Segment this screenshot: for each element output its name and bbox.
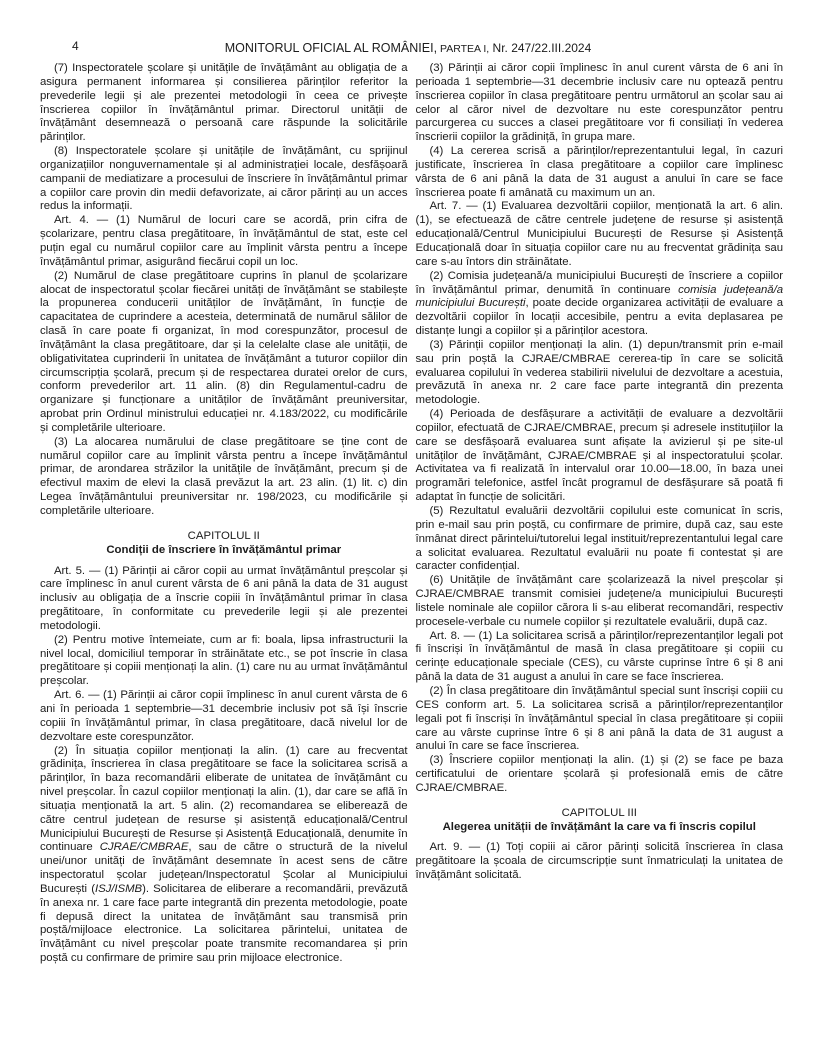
paragraph (40, 214, 408, 269)
chapter-heading: CAPITOLUL III (561, 806, 637, 819)
text-segment: (3) Părinții ai căror copii împlinesc în anul curent vârsta de 6 ani în perioada 1 septembrie—31 decembrie inclusiv care nu optează pentru înscrierea copiilor în clasa pregătitoare pentru următorul an școlar sau ai celor al căror nivel de dezvoltare nu este corespunzător pentru parcurgerea cu succes a clasei pregătitoare vor fi consiliați în vederea înscrierii copiilor la grădiniță, în grupa mare. (415, 62, 783, 144)
paragraph (416, 408, 784, 505)
text-segment: Art. 6. — (1) Părinții ai căror copii împlinesc în anul curent vârsta de 6 ani în perioada 1 septembrie—31 decembrie inclusiv pot să își înscrie copiii în învățământul primar, în clasa pregătitoare, dacă nivelul lor de dezvoltare este corespunzător. (40, 689, 408, 743)
text-segment: (2) În situația copiilor menționați la alin. (1) care au frecventat grădinița, înscrierea în clasa pregătitoare se face la solicitarea scrisă a părinților, în baza recomandării eliberate de unitatea de învățământ cu nivel preșcolar. În cazul copiilor menționați la alin. (1), dar care se află în situația menționată la art. 5 alin. (2) recomandarea se eliberează de către centrul județean de resurse și asistență educațională/Centrul Municipiului București de Resurse și Asistență Educațională, denumite în continuare (40, 744, 408, 854)
paragraph (40, 270, 408, 436)
text-segment: , sau de către o structură de la nivelul unei/unor unități de învățământ desemnate în acest sens de către inspectoratul școlar județean/Inspectoratul Școlar al Municipiului București ( (40, 841, 408, 895)
text-segment: (4) Perioada de desfășurare a activității de evaluare a dezvoltării copiilor, efectuată de CJRAE/CMBRAE, precum și adresele instituțiilor la care se desfășoară evaluarea sunt afișate la avizierul și pe site-ul unităților de învățământ, CJRAE/CMBRAE și al inspectoratului școlar. Activitatea va fi realizată în intervalul orar 10.00—18.00, în baza unei programări telefonice, astfel încât programul de desfășurare să poată fi adaptat în funcție de solicitări. (415, 408, 783, 504)
chapter-title: Alegerea unității de învățământ la care va fi înscris copilul (442, 820, 756, 833)
text-segment: (2) Comisia județeană/a municipiului București de înscriere a copiilor în învățământul primar, denumită în continuare (415, 269, 783, 296)
paragraph (40, 565, 408, 634)
italic-term: CJRAE/CMBRAE (99, 841, 189, 854)
text-segment: (8) Inspectoratele școlare și unitățile de învățământ, cu sprijinul organizațiilor nonguvernamentale și al administrației locale, desfășoară campanii de mediatizare a procesului de înscriere în învățământul primar a copiilor care provin din medii defavorizate, ai căror părinți au un acces redus la informații. (40, 145, 408, 213)
text-segment: (3) La alocarea numărului de clase pregătitoare se ține cont de numărul copiilor care au împlinit vârsta pentru a începe învățământul primar, de arondarea străzilor la unitățile de învățământ, precum și de efectivul maxim de elevi la clasă prevăzut la art. 23 alin. (1) lit. c) din Legea învățământului preuniversitar nr. 198/2023, cu modificările și completările ulterioare. (40, 435, 408, 517)
paragraph (416, 270, 784, 339)
page-header (0, 0, 816, 62)
paragraph (416, 145, 784, 200)
text-segment: (2) În clasa pregătitoare din învățământul special sunt înscriși copiii cu CES conform art. 5. La solicitarea scrisă a părinților/reprezentanților legali pot fi înscriși în învățământul special în clasa pregătitoare și copiii care au vârste cuprinse între 6 și 8 ani până la data de 31 august a anului în care se face înscrierea. (415, 684, 783, 753)
text-segment: (4) La cererea scrisă a părinților/reprezentantului legal, în cazuri justificate, înscrierea în clasa pregătitoare a copiilor care împlinesc vârsta de 6 ani până la data de 31 august a anului în care se face înscrierea poate fi amânată cu maximum un an. (415, 145, 783, 199)
journal-title-part: PARTEA I, (437, 43, 490, 55)
chapter-title: Condiții de înscriere în învățământul primar (106, 543, 342, 556)
italic-term: comisia județeană/a municipiului București (415, 283, 783, 310)
paragraph (416, 841, 784, 883)
column-right (416, 62, 784, 966)
journal-title-issue: Nr. 247/22.III.2024 (489, 41, 592, 55)
paragraph (40, 745, 408, 967)
paragraph (40, 689, 408, 744)
paragraph (416, 685, 784, 754)
text-segment: (3) Părinții copiilor menționați la alin. (1) depun/transmit prin e-mail sau prin poștă la CJRAE/CMBRAE cererea-tip în care se solicită evaluarea copilului în vederea stabilirii nivelului de dezvoltare a acestuia, prevăzută în anexa nr. 2 care face parte integrantă din prezenta metodologie. (415, 338, 783, 407)
paragraph (40, 634, 408, 689)
paragraph (416, 574, 784, 629)
text-segment: (2) Pentru motive întemeiate, cum ar fi: boala, lipsa infrastructurii la nivel local, domiciliul temporar în străinătate etc., se pot înscrie în clasa pregătitoare și copiii menționați la alin. (1) care nu au urmat învățământul preșcolar. (40, 633, 408, 688)
paragraph (416, 200, 784, 269)
column-left (40, 62, 408, 966)
journal-title-main: MONITORUL OFICIAL AL ROMÂNIEI, (224, 41, 438, 55)
text-segment: Art. 4. — (1) Numărul de locuri care se acordă, prin cifra de școlarizare, pentru clasa pregătitoare, în învățământul de stat, este cel puțin egal cu numărul copiilor care au împlinit vârsta pentru a începe învățământul primar, asigurând fiecărui copil un loc. (40, 214, 408, 268)
text-segment: (5) Rezultatul evaluării dezvoltării copilului este comunicat în scris, prin e-mail sau prin poștă, cu confirmare de primire, după caz, sau este înmânat direct părintelui/tutorelui legal instituit/reprezentantului legal care a solicitat evaluarea. Rezultatul evaluării nu poate fi contestat și are caracter confidențial. (415, 505, 783, 573)
paragraph (416, 339, 784, 408)
page-number: 4 (72, 39, 79, 53)
paragraph (416, 630, 784, 685)
text-segment: ). Solicitarea de eliberare a recomandării, prevăzută în anexa nr. 1 care face parte integrantă din prezenta metodologie, poate fi depusă direct la unitatea de învățământ sau transmisă prin poștă/mijloace electronice. La solicitarea părintelui, unitatea de învățământ cu nivel preșcolar poate transmite recomandarea și prin poștă cu confirmare de primire sau prin mijloace electronice. (40, 882, 408, 965)
journal-title (0, 39, 816, 57)
paragraph (40, 145, 408, 214)
paragraph (416, 62, 784, 145)
text-segment: (3) Înscriere copiilor menționați la alin. (1) și (2) se face pe baza certificatului de orientare școlară și profesională emis de către CJRAE/CMBRAE. (415, 754, 783, 794)
paragraph (416, 754, 784, 796)
text-segment: Art. 8. — (1) La solicitarea scrisă a părinților/reprezentanților legali pot fi înscriși în învățământul de masă în clasa pregătitoare și copiii cu cerințe educaționale speciale (CES), cu vârste cuprinse între 6 și 8 ani până la data de 31 august a anului în care se face înscrierea. (415, 629, 783, 684)
text-segment: Art. 7. — (1) Evaluarea dezvoltării copiilor, menționată la art. 6 alin. (1), se efectuează de către centrele județene de resurse și asistență educațională/Centrul Municipiului București de Resurse și Asistență Educațională doar în situația copiilor care nu au frecventat grădinița sau care s-au întors din străinătate. (415, 200, 783, 268)
text-segment: Art. 5. — (1) Părinții ai căror copii au urmat învățământul preșcolar și care împlinesc în anul curent vârsta de 6 ani până la data de 31 august inclusiv au obligația de a înscrie copiii în învățământul primar în clasa pregătitoare, în conformitate cu prevederile legii și ale prezentei metodologii. (40, 564, 408, 632)
text-segment: Art. 9. — (1) Toți copiii ai căror părinți solicită înscrierea în clasa pregătitoare la școala de circumscripție sunt înmatriculați la unitatea de învățământ solicitată. (415, 841, 783, 882)
text-segment: (7) Inspectoratele școlare și unitățile de învățământ au obligația de a asigura permanent informarea și consilierea părinților referitor la prevederile legii și ale prezentei metodologii în ceea ce privește înscrierea copiilor în învățământul primar. Directorul unității de învățământ desemnează o persoană care răspunde la solicitările părinților. (40, 62, 408, 144)
chapter-heading: CAPITOLUL II (187, 529, 260, 542)
text-segment: (6) Unitățile de învățământ care școlarizează la nivel preșcolar și CJRAE/CMBRAE transmit comisiei județene/a municipiului București listele nominale ale copiilor cărora li s-au eliberat recomandări, respectiv procesele-verbale cu numele copiilor și rezultatele evaluării, după caz. (415, 574, 783, 628)
paragraph (40, 436, 408, 519)
text-columns (0, 62, 816, 966)
italic-term: ISJ/ISMB (95, 882, 143, 895)
paragraph (40, 62, 408, 145)
text-segment: (2) Numărul de clase pregătitoare cuprins în planul de școlarizare alocat de inspectoratul școlar fiecărei unități de învățământ se stabilește la propunerea conducerii unităților de învățământ, în funcție de capacitatea de cuprindere a acesteia, determinată de numărul sălilor de clasă în care poate fi organizat, în mod corespunzător, procesul de învățământ la clasa pregătitoare, dar și la celelalte clase ale unității, de obligativitatea cuprinderii în unitatea de învățământ a tuturor copiilor din circumscripția școlară, precum și de respectarea duratei orelor de curs, conform prevederilor art. 11 alin. (8) din Regulamentul-cadru de organizare și funcționare a unităților de învățământ preuniversitar, aprobat prin Ordinul ministrului educației nr. 4.183/2022, cu modificările și completările ulterioare. (40, 269, 408, 434)
paragraph (416, 505, 784, 574)
text-segment: , poate decide organizarea activității de evaluare a dezvoltării copiilor în locații accesibile, pentru a evita deplasarea pe distanțe lungi a copiilor și a părinților acestora. (415, 297, 783, 338)
